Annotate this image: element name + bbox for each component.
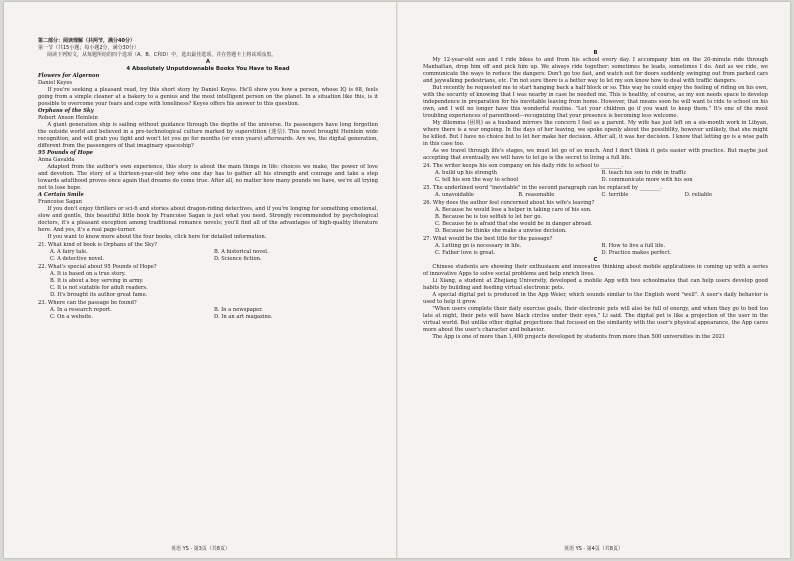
- option: B. It is about a boy serving in army.: [50, 278, 144, 284]
- option: B. How to live a full life.: [601, 243, 666, 249]
- question-stem: 25. The underlined word "inevitable" in the second paragraph can be replaced by ________.: [423, 185, 662, 191]
- paragraph: A special digital pet is produced in the App Weier, which sounds similar to the English word "well". A user's daily behavior is used to help it grow.: [423, 292, 768, 305]
- book-author: Daniel Keyes: [38, 80, 73, 86]
- option: B. Because he is too selfish to let her go.: [435, 214, 543, 220]
- page-footer: 英语 YS · 第4页（共8页）: [564, 546, 623, 552]
- option: A. Letting go is necessary in life.: [435, 243, 522, 249]
- instruction: 阅读下列短文，从每题所给的四个选项（A、B、C和D）中，选出最佳选项，并在答题卡上将该项涂黑。: [47, 52, 277, 58]
- book-title: Orphans of the Sky: [38, 108, 94, 114]
- question-stem: 23. Where can the passage be found?: [38, 300, 137, 306]
- paragraph: As we travel through life's stages, we must let go of so much. And I don't think it gets easier with practice. But maybe just accepting that eventually we will have to let go is the secret to living a full life.: [423, 148, 768, 161]
- option: A. unavoidable: [435, 192, 474, 198]
- book-text: Adapted from the author's own experience, this story is about the main things in life: choices we make, the power of love and devotion. The story of a thirteen-year-old boy who one day has to gather all his strength and courage and take a step towards adulthood proves once again that dreams do come true. After all, no matter how many pounds we have, we're all trying not to lose hope.: [38, 164, 378, 191]
- question-options: [423, 207, 768, 235]
- page-footer: 英语 YS · 第3页（共8页）: [171, 546, 230, 552]
- option: A. In a research report.: [50, 307, 112, 313]
- book-author: Francoise Sagan: [38, 199, 82, 205]
- book-author: Robert Anson Heinlein: [38, 115, 98, 121]
- passage-b-letter: B: [593, 50, 598, 56]
- question-options: [38, 307, 378, 321]
- option: D. reliable: [684, 192, 713, 198]
- right-page: [397, 2, 790, 558]
- option: A. It is based on a true story.: [50, 271, 126, 277]
- option: A. build up his strength: [435, 170, 497, 176]
- book-author: Anna Gavalda: [38, 157, 75, 163]
- paragraph: Chinese students are showing their enthusiasm and innovative thinking about mobile applications in coming up with a series of innovative Apps to solve social problems and help enrich lives.: [423, 264, 768, 277]
- section-header: 第一节（共15小题；每小题2分，满分30分）: [38, 45, 139, 51]
- option: D. Practice makes perfect.: [601, 250, 672, 256]
- question-options: [38, 271, 378, 299]
- exam-sheet: [4, 2, 790, 558]
- book-text: If you're seeking a pleasant read, try this short story by Daniel Keyes. He'll show you how a person, whose IQ is 68, feels going from a simple cleaner at a bakery to a genius and the most intelligent person on the planet. In a situation like this, is it possible to overcome your fears and cope with loneliness? Keyes offers his answer to this question.: [38, 87, 378, 107]
- paragraph: My 12-year-old son and I ride bikes to and from his school every day. I accompany him on the 20-minute ride through Manhattan, drop him off and pick him up. We always ride together; sometimes he leads, sometimes I do. And as we ride, we communicate the ways to reduce the dangers: Don't go too fast, and watch out for doors suddenly swinging out from parked cars and jaywalking pedestrians, etc. I'm not sure there is a better way to let my son know how to deal with traffic dangers.: [423, 57, 768, 84]
- question-stem: 27. What would be the best title for the passage?: [423, 236, 553, 242]
- option: D. In an art magazine.: [214, 314, 273, 320]
- option: B. teach his son to ride in traffic: [601, 170, 687, 176]
- closing-line: If you want to know more about the four books, click here for detailed information.: [47, 234, 267, 240]
- book-title: A Certain Smile: [38, 192, 84, 198]
- option: C. Father love is great.: [435, 250, 496, 256]
- option: D. Science fiction.: [214, 256, 262, 262]
- book-title: Flowers for Algernon: [38, 73, 100, 79]
- paragraph: "When users complete their daily exercise goals, their electronic pets will also be full of energy, and when they go to bed too late at night, their pets will have black circles under their eyes," Li said. The digital pet is like a projection of the user in the virtual world. But unlike other digital projections that focused on the similarity with the user's physical appearance, the App cares more about the user's character and behavior.: [423, 306, 768, 333]
- option: A. Because he would lose a helper in taking care of his son.: [435, 207, 592, 213]
- option: B. In a newspaper.: [214, 307, 263, 313]
- book-title: 95 Pounds of Hope: [38, 150, 93, 156]
- paragraph: My dilemma (困境) as a husband mirrors the concern I feel as a parent. My wife has just left on a six-month work in Libyan, where there is a war ongoing. In the days of her leaving, we spoke openly about the possibility, however unlikely, that she might be killed. But I have no choice but to let her make her decision. After all, it was her decision. I know that letting go is a wise path in this case too.: [423, 120, 768, 147]
- question-stem: 24. The writer keeps his son company on his daily ride to school to ________.: [423, 163, 624, 169]
- question-options: [423, 192, 768, 199]
- part-header: 第二部分：阅读理解（共两节，满分40分）: [38, 38, 135, 44]
- passage-a-title: 4 Absolutely Unputdownable Books You Have to Read: [126, 66, 290, 72]
- option: B. reasonable: [518, 192, 555, 198]
- option: C. On a website.: [50, 314, 94, 320]
- option: D. Because he thinks she make a unwise decision.: [435, 228, 567, 234]
- left-page: [4, 2, 397, 558]
- paragraph: But recently he requested me to start hanging back a half block or so. This way he could enjoy the feeling of riding on his own, with the security of knowing that I was nearby in case he needed me. This is healthy, of course, as my son needs space to develop independence in preparation for his inevitable leaving from home. However, that means soon he will want to ride to school on his own, and I will no longer have this wonderful routine. "Let your children go if you want to keep them." It's one of the most troubling experiences of parenthood—recognizing that your presence is becoming less welcome.: [423, 85, 768, 119]
- right-content: [423, 50, 768, 341]
- option: C. Because he is afraid that she would be in danger abroad.: [435, 221, 593, 227]
- passage-c-letter: C: [593, 257, 598, 263]
- question-stem: 21. What kind of book is Orphans of the Sky?: [38, 242, 157, 248]
- option: C. A detective novel.: [50, 256, 105, 262]
- book-text: A giant generation ship is sailing without guidance through the depths of the universe. Its passengers have long forgotten the outside world and believed in a pre-technological culture marked by superstition (迷信). This novel brought Heinlein wide recognition, and will grab you tight and won't let you go for months (or even years) afterwards. Are we, the digital generation, different from the passengers of that imaginary spaceship?: [38, 122, 378, 149]
- passage-a-letter: A: [205, 59, 211, 65]
- option: D. It's brought its author great fame.: [50, 292, 148, 298]
- option: B. A historical novel.: [214, 249, 269, 255]
- option: A. A fairy tale.: [50, 249, 88, 255]
- left-content: [38, 38, 378, 321]
- question-options: [423, 170, 768, 184]
- question-stem: 26. Why does the author feel concerned about his wife's leaving?: [423, 200, 595, 206]
- question-options: [423, 243, 768, 257]
- question-stem: 22. What's special about 95 Pounds of Hope?: [38, 264, 157, 270]
- option: C. terrible: [601, 192, 629, 198]
- paragraph: The App is one of more than 1,400 projects developed by students from more than 500 universities in the 2021: [432, 334, 726, 340]
- option: C. It is not suitable for adult readers.: [50, 285, 148, 291]
- option: C. tell his son the way to school: [435, 177, 519, 183]
- option: D. communicate more with his son: [601, 177, 693, 183]
- paragraph: Li Xiang, a student at Zhejiang University, developed a mobile App with two schoolmates that can help users develop good habits by building and feeding virtual electronic pets.: [423, 278, 768, 291]
- book-text: If you don't enjoy thrillers or sci-fi and stories about dragon-riding detectives, and if you're longing for something emotional, slow and gentle, this beautiful little book by Francoise Sagan is just what you need. Strongly recommended by psychological doctors, it's a pleasant exception among traditional romance novels; you'll find all of the advantages of high-quality literature here. And yes, it's a real page-turner.: [38, 206, 378, 233]
- question-options: [38, 249, 378, 263]
